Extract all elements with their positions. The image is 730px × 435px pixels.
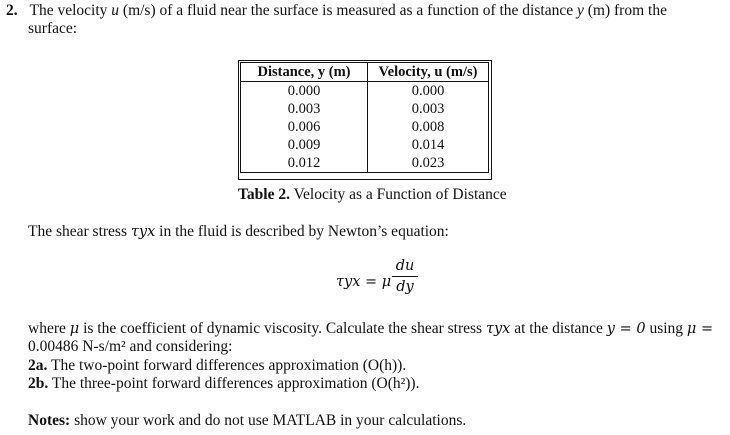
- shear-text-b: in the fluid is described by Newton’s equation:: [155, 223, 449, 240]
- cell-distance: 0.006: [241, 118, 368, 136]
- problem-intro-line2: surface:: [28, 20, 78, 37]
- part-b: [28, 375, 419, 393]
- intro-u: u: [111, 2, 120, 19]
- cell-distance: 0.003: [241, 100, 368, 118]
- mu-symbol: μ: [69, 321, 80, 337]
- where-text-c: at the distance: [510, 320, 607, 337]
- cell-distance: 0.012: [241, 154, 368, 173]
- problem-intro-line1: [6, 2, 667, 20]
- shear-text-a: The shear stress: [28, 223, 131, 240]
- mu-equals: μ =: [686, 321, 714, 337]
- where-text-a: where: [28, 320, 70, 337]
- part-b-text: The three-point forward differences approximation (O(h²)).: [48, 375, 420, 392]
- where-line1: [28, 320, 713, 338]
- cell-velocity: 0.014: [368, 136, 489, 154]
- shear-intro: [28, 223, 449, 241]
- notes-text: show your work and do not use MATLAB in your calculations.: [70, 412, 467, 429]
- equation-lhs: τyx = μ: [336, 274, 392, 290]
- intro-text-c: (m) from the: [583, 2, 667, 19]
- y-equals-zero: y = 0: [606, 321, 646, 337]
- cell-velocity: 0.023: [368, 154, 489, 173]
- part-a: [28, 357, 406, 375]
- cell-velocity: 0.008: [368, 118, 489, 136]
- part-a-text: The two-point forward differences approximation (O(h)).: [47, 357, 407, 374]
- where-text-b: is the coefficient of dynamic viscosity. Calculate the shear stress: [79, 320, 486, 337]
- table-header-row: [241, 63, 489, 82]
- tau-symbol-2: τyx: [485, 321, 511, 337]
- cell-velocity: 0.003: [368, 100, 489, 118]
- notes: [28, 412, 466, 430]
- table-row: [241, 100, 489, 118]
- part-b-label: 2b.: [28, 375, 49, 392]
- table-header-distance: Distance, y (m): [241, 63, 368, 82]
- notes-label: Notes:: [28, 412, 71, 429]
- intro-text-a: The velocity: [29, 2, 112, 19]
- table-row: [241, 136, 489, 154]
- velocity-table: [240, 62, 489, 173]
- table-caption: [238, 186, 507, 204]
- fraction-numerator: du: [395, 258, 415, 274]
- tau-symbol: τyx: [130, 224, 156, 240]
- part-a-label: 2a.: [28, 357, 48, 374]
- table-row: [241, 82, 489, 101]
- caption-label: Table 2.: [238, 186, 290, 203]
- caption-text: Velocity as a Function of Distance: [289, 186, 507, 203]
- fraction-bar: [392, 276, 418, 277]
- cell-velocity: 0.000: [368, 82, 489, 101]
- intro-y: y: [576, 2, 584, 19]
- equation-fraction: [392, 258, 418, 295]
- where-text-d: using: [645, 320, 687, 337]
- table-row: [241, 118, 489, 136]
- intro-text-b: (m/s) of a fluid near the surface is measured as a function of the distance: [119, 2, 577, 19]
- table-row: [241, 154, 489, 173]
- table-header-velocity: Velocity, u (m/s): [368, 63, 489, 82]
- mu-value: 0.00486 N-s/m² and considering:: [28, 338, 233, 355]
- cell-distance: 0.000: [241, 82, 368, 101]
- problem-number: 2.: [6, 2, 18, 19]
- fraction-denominator: dy: [396, 279, 414, 295]
- cell-distance: 0.009: [241, 136, 368, 154]
